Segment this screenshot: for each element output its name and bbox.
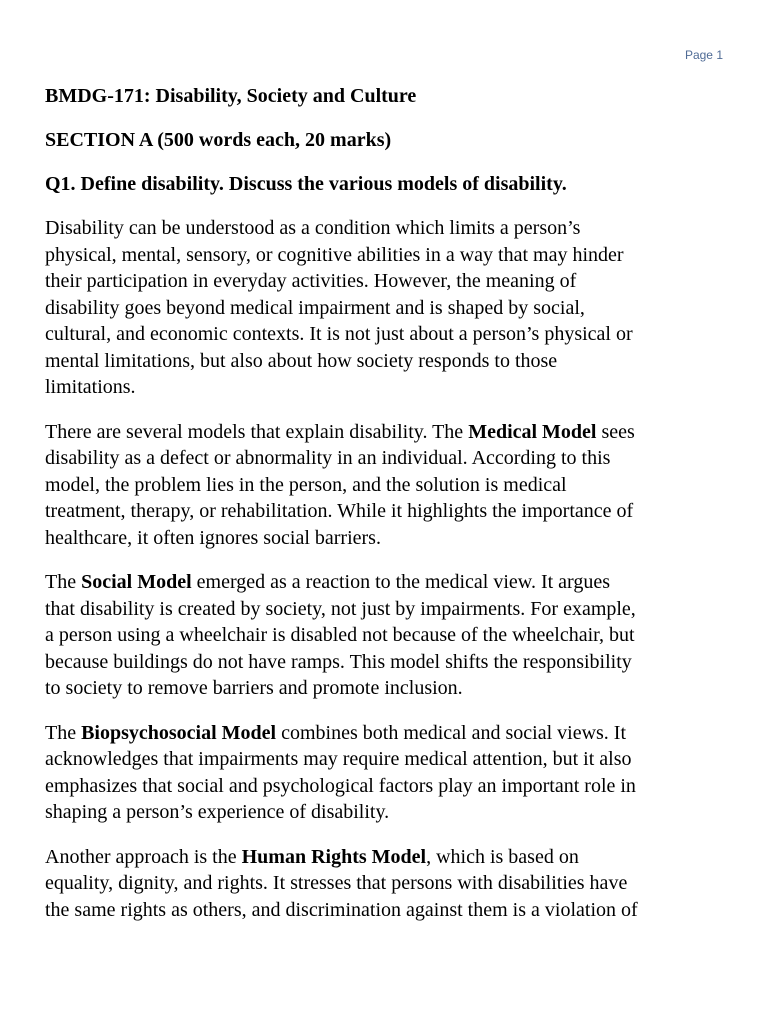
text-line: treatment, therapy, or rehabilitation. While it highlights the importance of — [45, 500, 634, 522]
document-body — [45, 83, 735, 941]
text-line: their participation in everyday activities. However, the meaning of — [45, 270, 577, 292]
term-social-model: Social Model — [81, 571, 192, 593]
text-line — [45, 569, 735, 596]
section-heading: SECTION A (500 words each, 20 marks) — [45, 129, 392, 151]
text-line — [45, 844, 735, 871]
text-line: Disability can be understood as a condition which limits a person’s — [45, 217, 581, 239]
paragraph-human-rights-model — [45, 844, 735, 924]
text-run: , which is based on — [426, 845, 579, 868]
text-line: emphasizes that social and psychological factors play an important role in — [45, 774, 636, 797]
course-title: BMDG-171: Disability, Society and Culture — [45, 85, 417, 107]
text-line — [45, 419, 735, 446]
term-medical-model: Medical Model — [468, 420, 597, 443]
text-run: The — [45, 571, 82, 593]
text-run: There are several models that explain disability. The — [45, 420, 469, 443]
text-run: The — [45, 721, 82, 744]
text-line: the same rights as others, and discrimination against them is a violation of — [45, 898, 638, 921]
text-line: because buildings do not have ramps. This model shifts the responsibility — [45, 650, 632, 673]
page-number: Page 1 — [684, 48, 723, 62]
text-line: to society to remove barriers and promote inclusion. — [45, 677, 463, 699]
text-line: shaping a person’s experience of disability. — [45, 801, 390, 823]
paragraph-social-model — [45, 569, 735, 702]
text-line: cultural, and economic contexts. It is not just about a person’s physical or — [45, 323, 633, 345]
paragraph-biopsychosocial-model — [45, 720, 735, 826]
paragraph-definition — [45, 215, 735, 401]
text-line: equality, dignity, and rights. It stresses that persons with disabilities have — [45, 872, 628, 894]
text-run: emerged as a reaction to the medical view. It argues — [191, 571, 610, 593]
text-line: disability as a defect or abnormality in an individual. According to this — [45, 447, 611, 469]
text-line: a person using a wheelchair is disabled not because of the wheelchair, but — [45, 624, 635, 646]
paragraph-medical-model — [45, 419, 735, 552]
text-run: Another approach is the — [45, 845, 242, 868]
text-line: healthcare, it often ignores social barriers. — [45, 526, 381, 549]
text-line: limitations. — [45, 376, 136, 398]
text-line: that disability is created by society, not just by impairments. For example, — [45, 597, 636, 620]
text-run: combines both medical and social views. It — [276, 721, 627, 744]
text-line: acknowledges that impairments may require medical attention, but it also — [45, 748, 632, 770]
text-line: physical, mental, sensory, or cognitive abilities in a way that may hinder — [45, 243, 624, 266]
text-line: disability goes beyond medical impairment and is shaped by social, — [45, 296, 585, 319]
question-heading: Q1. Define disability. Discuss the various models of disability. — [45, 173, 567, 195]
text-line: model, the problem lies in the person, and the solution is medical — [45, 473, 567, 496]
text-line — [45, 720, 735, 747]
term-biopsychosocial-model: Biopsychosocial Model — [81, 721, 277, 744]
text-run: sees — [596, 420, 635, 443]
term-human-rights-model: Human Rights Model — [241, 845, 427, 868]
text-line: mental limitations, but also about how society responds to those — [45, 349, 558, 372]
